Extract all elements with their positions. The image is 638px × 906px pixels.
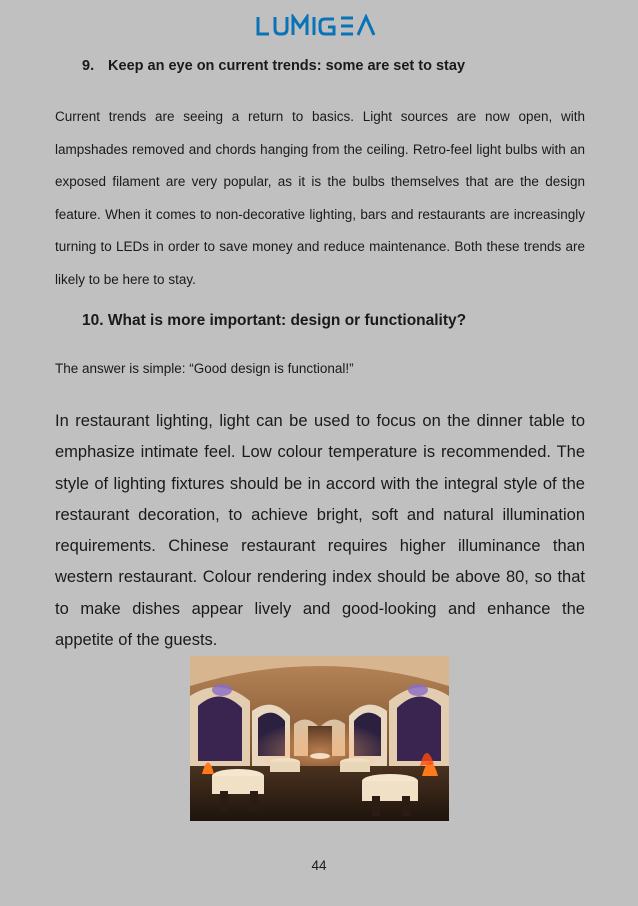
section-10-heading-text: What is more important: design or functionality? [107,312,467,329]
section-10-paragraph: In restaurant lighting, light can be used to focus on the dinner table to emphasize intimate feel. Low colour temperature is recommended. The style of lighting fixtures should be in accord with the integral style of the restaurant decoration, to achieve bright, soft and natural illumination requirements. Chinese restaurant requires higher illuminance than western restaurant. Colour rendering index should be above 80, so that to make dishes appear lively and good-looking and enhance the appetite of the guests. [55,412,585,650]
section-9-number: 9. [82,58,95,74]
page-number: 44 [311,858,327,873]
section-9-heading [82,58,465,74]
section-10-heading [82,312,466,330]
section-10-answer: The answer is simple: “Good design is functional!” [55,361,354,376]
brand-logo [0,14,638,43]
restaurant-photo [190,656,449,821]
section-9-paragraph: Current trends are seeing a return to basics. Light sources are now open, with lampshades removed and chords hanging from the ceiling. Retro-feel light bulbs with an exposed filament are very popular, as it is the bulbs themselves that are the design feature. When it comes to non-decorative lighting, bars and restaurants are increasingly turning to LEDs in order to save money and reduce maintenance. Both these trends are likely to be here to stay. [55,109,585,287]
section-9-heading-text: Keep an eye on current trends: some are set to stay [108,58,466,74]
section-10-number: 10. [82,312,104,329]
lumigea-logo-icon [254,14,384,38]
restaurant-interior-image [190,656,449,821]
